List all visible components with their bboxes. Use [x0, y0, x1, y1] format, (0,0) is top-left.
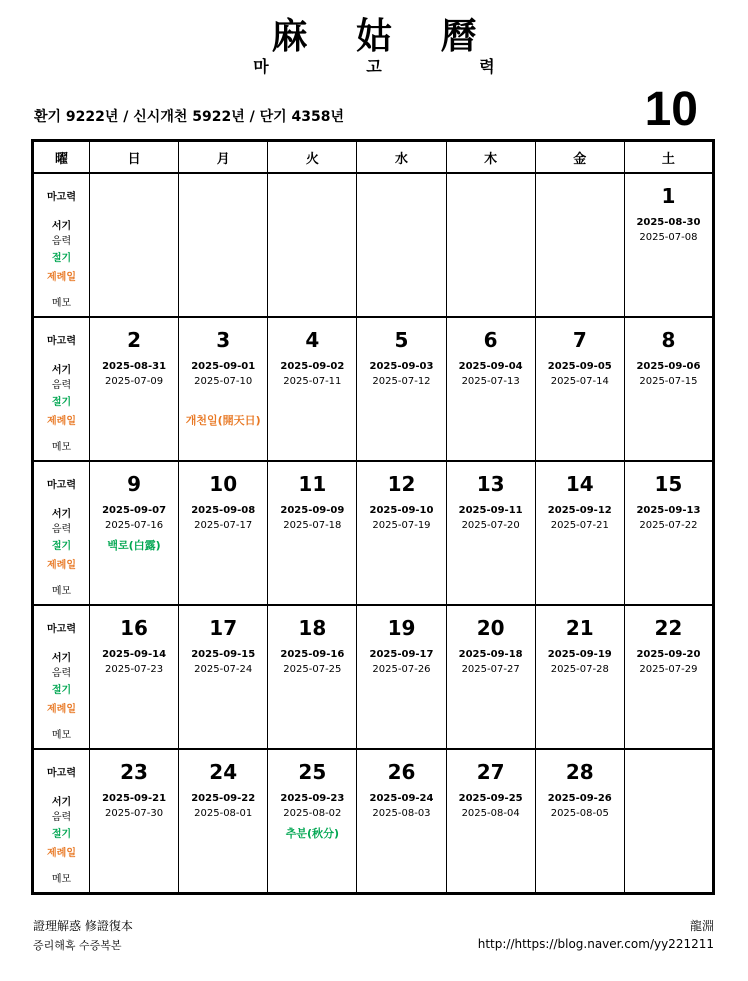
day-number: 10: [209, 472, 238, 496]
day-cell[interactable]: [535, 317, 624, 461]
day-cell[interactable]: [179, 461, 268, 605]
day-cell[interactable]: [624, 461, 713, 605]
day-number: 22: [654, 616, 683, 640]
lunar-date: 2025-08-03: [372, 808, 431, 819]
lunar-date: 2025-08-02: [283, 808, 342, 819]
empty-day-cell[interactable]: [446, 173, 535, 317]
gregorian-date: 2025-09-06: [636, 361, 701, 372]
day-cell[interactable]: [268, 317, 357, 461]
gregorian-date: 2025-09-19: [547, 649, 612, 660]
gregorian-date: 2025-09-14: [102, 649, 167, 660]
empty-day-cell[interactable]: [179, 173, 268, 317]
label-jeolgi: 절기: [51, 685, 72, 696]
day-cell[interactable]: [179, 749, 268, 894]
label-jeolgi: 절기: [51, 397, 72, 408]
weekday-header-cell: 土: [624, 141, 713, 174]
day-number: 20: [476, 616, 505, 640]
weekday-header-cell: 日: [90, 141, 179, 174]
row-labels: [33, 173, 90, 317]
weekday-header-cell: 曜: [33, 141, 90, 174]
day-number: 18: [298, 616, 327, 640]
gregorian-date: 2025-09-13: [636, 505, 701, 516]
week-row: [33, 173, 714, 317]
week-row: [33, 461, 714, 605]
lunar-date: 2025-07-14: [550, 376, 609, 387]
day-number: 15: [654, 472, 683, 496]
day-cell[interactable]: [446, 461, 535, 605]
lunar-date: 2025-07-30: [105, 808, 164, 819]
label-seogi: 서기: [51, 653, 72, 664]
day-cell[interactable]: [179, 317, 268, 461]
day-cell[interactable]: [268, 749, 357, 894]
gregorian-date: 2025-09-23: [280, 793, 345, 804]
lunar-date: 2025-07-11: [283, 376, 342, 387]
weekday-header-cell: 金: [535, 141, 624, 174]
day-number: 27: [476, 760, 505, 784]
gregorian-date: 2025-09-10: [369, 505, 434, 516]
weekday-header-cell: 火: [268, 141, 357, 174]
empty-day-cell[interactable]: [535, 173, 624, 317]
day-number: 11: [298, 472, 327, 496]
weekday-header: [33, 141, 714, 174]
footer-motto-hangul: 증리해혹 수증복본: [33, 939, 122, 952]
day-cell[interactable]: [268, 605, 357, 749]
gregorian-date: 2025-09-11: [458, 505, 523, 516]
day-cell[interactable]: [624, 173, 713, 317]
lunar-date: 2025-07-28: [550, 664, 609, 675]
day-number: 25: [298, 760, 327, 784]
label-memo: 메모: [51, 730, 72, 741]
lunar-date: 2025-07-13: [461, 376, 520, 387]
gregorian-date: 2025-09-12: [547, 505, 612, 516]
label-seogi: 서기: [51, 797, 72, 808]
week-row: [33, 749, 714, 894]
label-eumryeok: 음력: [51, 668, 72, 679]
gregorian-date: 2025-08-31: [102, 361, 167, 372]
lunar-date: 2025-07-23: [105, 664, 164, 675]
day-cell[interactable]: [446, 605, 535, 749]
gregorian-date: 2025-09-16: [280, 649, 345, 660]
calendar-grid: [31, 139, 715, 895]
label-memo: 메모: [51, 874, 72, 885]
day-cell[interactable]: [446, 749, 535, 894]
month-number: 10: [644, 83, 698, 136]
day-number: 7: [572, 328, 587, 352]
day-number: 28: [565, 760, 594, 784]
row-labels: [33, 749, 90, 894]
weekday-header-cell: 木: [446, 141, 535, 174]
label-magoryeok: 마고력: [47, 480, 76, 491]
day-number: 9: [127, 472, 142, 496]
empty-day-cell[interactable]: [624, 749, 713, 894]
lunar-date: 2025-07-29: [639, 664, 698, 675]
day-cell[interactable]: [268, 461, 357, 605]
day-number: 4: [305, 328, 320, 352]
gregorian-date: 2025-09-26: [547, 793, 612, 804]
lunar-date: 2025-07-12: [372, 376, 431, 387]
day-number: 12: [387, 472, 416, 496]
blog-link[interactable]: http://https://blog.naver.com/yy221211: [477, 937, 714, 951]
lunar-date: 2025-07-21: [550, 520, 609, 531]
day-cell[interactable]: [357, 605, 446, 749]
solar-term: 추분(秋分): [285, 827, 339, 840]
day-cell[interactable]: [90, 461, 179, 605]
weekday-header-cell: 月: [179, 141, 268, 174]
label-eumryeok: 음력: [51, 380, 72, 391]
gregorian-date: 2025-09-15: [191, 649, 256, 660]
lunar-date: 2025-08-05: [550, 808, 609, 819]
day-number: 23: [120, 760, 148, 784]
lunar-date: 2025-07-18: [283, 520, 342, 531]
day-number: 2: [127, 328, 142, 352]
gregorian-date: 2025-09-20: [636, 649, 701, 660]
lunar-date: 2025-07-24: [194, 664, 253, 675]
label-seogi: 서기: [51, 221, 72, 232]
lunar-date: 2025-07-27: [461, 664, 520, 675]
day-number: 1: [661, 184, 676, 208]
day-cell[interactable]: [90, 605, 179, 749]
lunar-date: 2025-07-26: [372, 664, 431, 675]
footer-motto-hanja: 證理解惑 修證復本: [33, 919, 133, 933]
day-cell[interactable]: [179, 605, 268, 749]
label-seogi: 서기: [51, 509, 72, 520]
label-memo: 메모: [51, 442, 72, 453]
gregorian-date: 2025-09-09: [280, 505, 345, 516]
day-number: 13: [476, 472, 505, 496]
label-jeryeil: 제례일: [47, 416, 76, 427]
weekday-header-cell: 水: [357, 141, 446, 174]
day-number: 24: [209, 760, 238, 784]
label-magoryeok: 마고력: [47, 768, 76, 779]
gregorian-date: 2025-09-05: [547, 361, 612, 372]
label-memo: 메모: [51, 298, 72, 309]
row-labels: [33, 317, 90, 461]
holiday: 개천일(開天日): [185, 414, 261, 427]
day-cell[interactable]: [357, 317, 446, 461]
day-number: 17: [209, 616, 238, 640]
week-row: [33, 317, 714, 461]
gregorian-date: 2025-09-17: [369, 649, 434, 660]
day-cell[interactable]: [624, 605, 713, 749]
lunar-date: 2025-07-22: [639, 520, 698, 531]
label-magoryeok: 마고력: [47, 336, 76, 347]
label-jeolgi: 절기: [51, 253, 72, 264]
day-cell[interactable]: [535, 749, 624, 894]
gregorian-date: 2025-09-04: [458, 361, 523, 372]
day-cell[interactable]: [357, 461, 446, 605]
page-subtitle: 마 고 력: [253, 57, 541, 76]
label-magoryeok: 마고력: [47, 624, 76, 635]
lunar-date: 2025-07-16: [105, 520, 164, 531]
gregorian-date: 2025-09-22: [191, 793, 256, 804]
author-name: 龍淵: [689, 919, 714, 933]
gregorian-date: 2025-09-24: [369, 793, 434, 804]
row-labels: [33, 605, 90, 749]
day-number: 6: [483, 328, 498, 352]
day-number: 19: [387, 616, 416, 640]
week-row: [33, 605, 714, 749]
day-number: 21: [565, 616, 594, 640]
lunar-date: 2025-07-15: [639, 376, 698, 387]
label-jeryeil: 제례일: [47, 272, 76, 283]
gregorian-date: 2025-09-01: [191, 361, 256, 372]
day-cell[interactable]: [357, 749, 446, 894]
solar-term: 백로(白露): [107, 539, 161, 552]
gregorian-date: 2025-08-30: [636, 217, 701, 228]
label-eumryeok: 음력: [51, 812, 72, 823]
lunar-date: 2025-07-25: [283, 664, 342, 675]
day-number: 26: [387, 760, 416, 784]
label-magoryeok: 마고력: [47, 192, 76, 203]
day-number: 16: [120, 616, 148, 640]
gregorian-date: 2025-09-02: [280, 361, 345, 372]
lunar-date: 2025-08-04: [461, 808, 520, 819]
label-jeryeil: 제례일: [47, 704, 76, 715]
day-number: 8: [661, 328, 676, 352]
gregorian-date: 2025-09-25: [458, 793, 523, 804]
label-seogi: 서기: [51, 365, 72, 376]
day-cell[interactable]: [535, 461, 624, 605]
day-number: 5: [394, 328, 409, 352]
page-title: 麻 姑 曆: [271, 16, 495, 57]
label-memo: 메모: [51, 586, 72, 597]
label-eumryeok: 음력: [51, 524, 72, 535]
lunar-date: 2025-07-08: [639, 232, 698, 243]
lunar-date: 2025-07-10: [194, 376, 253, 387]
gregorian-date: 2025-09-08: [191, 505, 256, 516]
empty-day-cell[interactable]: [90, 173, 179, 317]
label-jeryeil: 제례일: [47, 848, 76, 859]
label-jeolgi: 절기: [51, 829, 72, 840]
gregorian-date: 2025-09-03: [369, 361, 434, 372]
empty-day-cell[interactable]: [268, 173, 357, 317]
day-number: 3: [216, 328, 231, 352]
day-cell[interactable]: [535, 605, 624, 749]
day-cell[interactable]: [90, 317, 179, 461]
gregorian-date: 2025-09-07: [102, 505, 167, 516]
label-eumryeok: 음력: [51, 236, 72, 247]
gregorian-date: 2025-09-18: [458, 649, 523, 660]
day-cell[interactable]: [446, 317, 535, 461]
lunar-date: 2025-08-01: [194, 808, 253, 819]
lunar-date: 2025-07-09: [105, 376, 164, 387]
empty-day-cell[interactable]: [357, 173, 446, 317]
day-number: 14: [565, 472, 594, 496]
lunar-date: 2025-07-19: [372, 520, 431, 531]
label-jeryeil: 제례일: [47, 560, 76, 571]
lunar-date: 2025-07-17: [194, 520, 253, 531]
day-cell[interactable]: [90, 749, 179, 894]
day-cell[interactable]: [624, 317, 713, 461]
gregorian-date: 2025-09-21: [102, 793, 167, 804]
era-years: 환기 9222년 / 신시개천 5922년 / 단기 4358년: [34, 109, 345, 125]
label-jeolgi: 절기: [51, 541, 72, 552]
row-labels: [33, 461, 90, 605]
lunar-date: 2025-07-20: [461, 520, 520, 531]
